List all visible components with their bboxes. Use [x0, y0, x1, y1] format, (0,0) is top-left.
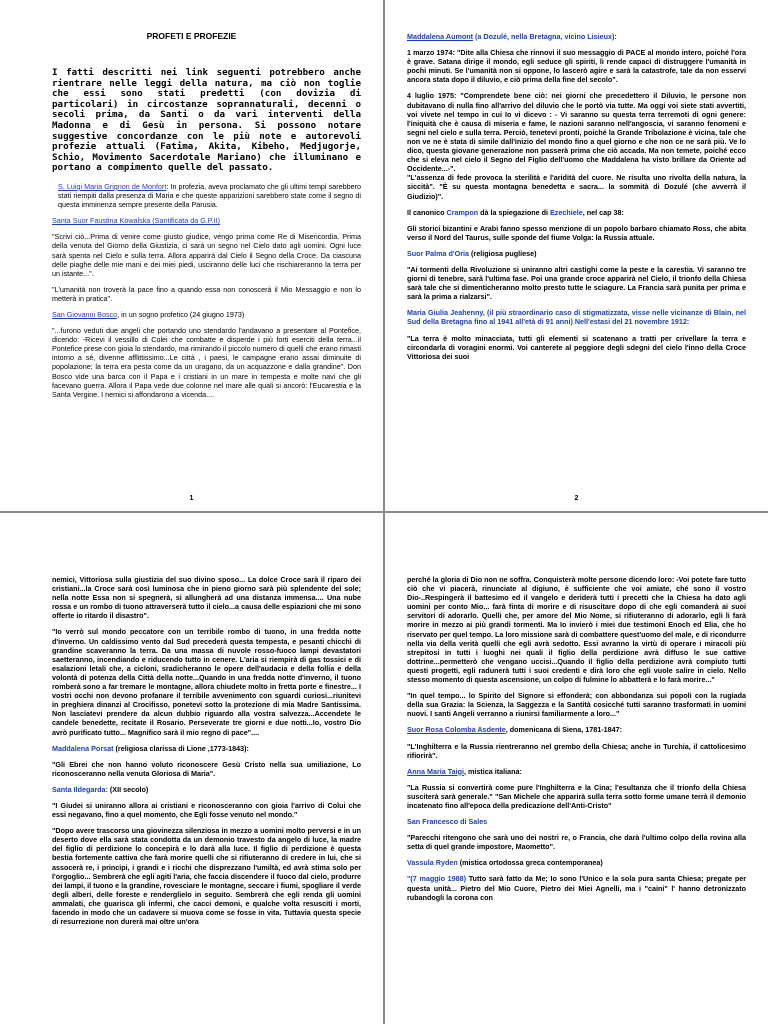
ildegarda-continued: perché la gloria di Dio non ne soffra. Conquisterà molte persone dicendo loro: -Voi potete fare tutto ciò che vi piacerà, rinunciate al digiuno, è sufficiente che voi amiate, ché sono il vostro Dio-..Respingerà il battesimo ed il vangelo e deriderà tutti i precetti che la Chiesa ha dato agli uomini per conto Mio... farà finta di morire e di risuscitare dopo di che egli comanderà ai suoi servitori di adorarlo. Quelli che, per amore del Mio Nome, si rifiuteranno di adorarlo, egli li farà morire in mezzo ai più grandi tormenti. Ma Io invierò i miei due testimoni Enoch ed Elia, che ho riservato per quel tempo. La loro missione sarà di combattere quest'uomo del male, e di ricondurre nella via della verità quelli che egli avrà sedotto. Essi avranno la virtù di operare i miracoli più strepitosi in tutti i luoghi nei quali il figlio della perdizione avrà diffuso le sue cattive dottrine...permetterò che vengano uccisi...Quando il figlio della perdizione avrà compiuto tutti questi progetti, egli radunerà tutti i suoi credenti e dirà loro che egli vuole salire in cielo. Nello stesso momento di questa ascensione, un colpo di fulmine lo abbatterà e lo farà morire..."	[407, 575, 746, 685]
bosco-link[interactable]: San Giovanni Bosco	[52, 309, 118, 319]
crampon-pre: Il canonico	[407, 207, 447, 217]
aumont-link[interactable]: Maddalena Aumont	[407, 32, 474, 41]
crampon-heading	[407, 208, 746, 217]
ryden-head: (mistica ortodossa greca contemporanea)	[457, 858, 603, 868]
ryden-date: "(7 maggio 1988)	[407, 874, 467, 884]
kowalska-quote-2: "L'umanità non troverà la pace fino a quando essa non conoscerà il Mio Messaggio e non lo metterà in pratica".	[52, 284, 361, 303]
ryden-link[interactable]: Vassula Ryden	[407, 858, 458, 868]
asdente-link[interactable]: Suor Rosa Colomba Asdente	[407, 725, 506, 735]
aumont-quote-3: "L'assenza di fede provoca la sterilità e l'aridità del cuore. Ne risulta uno rivolta della natura, la siccità". "È su questa montagna benedetta e sacra... la sommità di Dozulé (che avverrà il Giudizio)".	[407, 173, 746, 201]
aumont-quote-2: 4 luglio 1975: "Comprendete bene ciò: nei giorni che precedettero il Diluvio, le persone non dubitavano di nulla fino all'arrivo del diluvio che le portò via tutte. Ma oggi voi siete stati avvertiti, voi vivete nel tempo in cui Io vi dicevo : - Vi saranno su questa terra terremoti di ogni genere: l'iniquità che è causa di miseria e fame, le nazioni saranno nell'angoscia, vi saranno fenomeni e segni nel cielo e sulla terra. Perciò, tenetevi pronti, poiché la Grande Tribolazione è vicina, tale che non ve ne è stata di simile dall'inizio del mondo fino a quel giorno e che non ce ne sarà più. Ve lo dico, questa giovane generazione non passerà prima che ciò accada. Ma non temete, poiché ecco che si eleva nel cielo il Segno del Figlio dell'uomo che Maddalena ha visto brillare da Oriente ad Occidente...-".	[407, 91, 746, 174]
aumont-place: (a Dozulé, nella Bretagna, vicino Lisieux):	[473, 32, 617, 41]
bosco-head-text: , in un sogno profetico (24 giugno 1973)	[117, 309, 245, 319]
porsat-head: (religiosa clarissa di Lione ,1773-1843):	[113, 743, 249, 753]
crampon-mid: dà la spiegazione di	[478, 207, 551, 217]
jeahenny-quote: "La terra è molto minacciata, tutti gli elementi si scatenano a tratti per crivellare la terra e circondarla di voragini enormi. Voi canterete al peggiore degli sdegni del cielo l'inno della Croce Vittoriosa dei suoi	[407, 333, 746, 361]
sales-heading[interactable]: San Francesco di Sales	[407, 817, 488, 827]
ildegarda-head: (XII secolo)	[107, 784, 149, 794]
ezechiele-link[interactable]: Ezechiele	[550, 207, 583, 217]
porsat-quote: "Gli Ebrei che non hanno voluto riconoscere Gesù Cristo nella sua umiliazione, Lo riconosceranno nella venuta Gloriosa di Maria".	[52, 759, 361, 778]
page-number: 1	[189, 494, 194, 502]
taigi-heading	[407, 767, 746, 776]
page-title: PROFETI E PROFEZIE	[146, 31, 237, 41]
ryden-quote	[407, 874, 746, 901]
ryden-heading	[407, 858, 746, 867]
porsat-link[interactable]: Maddalena Porsat	[52, 743, 114, 753]
document-page-4	[385, 513, 768, 1024]
page-2-body	[407, 32, 746, 368]
crampon-post: , nel cap 38:	[582, 207, 624, 217]
document-page-1	[0, 0, 383, 511]
ildegarda-quote-3: "In quel tempo... lo Spirito del Signore si effonderà; con abbondanza sui popoli con la rugiada della sua Grazia: la Scienza, la Saggezza e la Santità cosicché tutti saranno trasformati in uomini nuovi. I santi Angeli verranno a riunirsi familiarmente a loro..."	[407, 691, 746, 719]
porsat-heading	[52, 744, 361, 753]
ildegarda-link[interactable]: Santa Ildegarda:	[52, 784, 108, 794]
montfort-paragraph	[52, 182, 361, 209]
ryden-text: Tutto sarà fatto da Me; Io sono l'Unico e la sola pura santa Chiesa; pregate per questa unità... Pietro del Mio Cuore, Pietro dei Miei Agnelli, ma i "caini" l' hanno detronizzato rubandogli la corona con	[407, 874, 747, 902]
palma-quote: "Ai tormenti della Rivoluzione si uniranno altri castighi come la peste e la carestia. Vi saranno tre giorni di tenebre, sarà l'ultima fase. Poi una grande croce apparirà nel Cielo, il trionfo della Chiesa sarà tale che si dimenticheranno molto presto tutte le sciagure. La Francia sarà punita per prima e sarà la prima a rialzarsi".	[407, 264, 746, 302]
crampon-link[interactable]: Crampon	[446, 207, 479, 217]
bosco-heading	[52, 310, 361, 319]
ildegarda-quote-2: "Dopo avere trascorso una giovinezza silenziosa in mezzo a uomini molto perversi e in un deserto dove ella sarà stata condotta da un demonio travesto da angelo di luce, la madre del figlio di perdizione lo concepirà e lo darà alla luce. Il figlio di perdizione è questa bestia fortemente cattiva che farà morire quelli che si rifiuteranno di credere in lui, che si assocerà re, i principi, i grandi e i ricchi che disprezzano l'umiltà, ed avrà stima solo per l'orgoglio... Sembrerà che egli agiti l'aria, che faccia discendere il fuoco dal cielo, produrre dei lampi, il tuono e la grandine, rovesciare le montagne, seccare i fiumi, spogliare il verde degli alberi, delle foreste e renderglielo in seguito. Sembrerà che egli renda gli uomini ammalati, che guarisca gli infermi, che cacci demoni, e qualche volta resusciti i morti, facendo in modo che un cadavere si muova come se fosse in vita. Tuttavia questa specie di resurrezione non durerà mai oltre un'ora	[52, 826, 361, 927]
palma-heading	[407, 249, 746, 258]
ildegarda-heading	[52, 785, 361, 794]
kowalska-quote: "Scrivi ciò...Prima di venire come giusto giudice, vengo prima come Re di Misericordia. Prima della venuta del Giorno della Giustizia, ci sarà un segno nel Cielo dato agli uomini. Ogni luce sarà spenta nel Cielo e sulla terra. Allora apparirà dal Cielo il Segno della Croce. Da ciascuna delle piaghe delle mie mani e dei miei piedi, usciranno delle luci che rischiareranno la terra per un istante...".	[52, 232, 361, 278]
page-number: 2	[574, 494, 579, 502]
aumont-heading	[407, 32, 746, 41]
palma-head: (religiosa pugliese)	[469, 248, 537, 258]
taigi-quote: "La Russia si convertirà come pure l'Inghilterra e la Cina; l'esultanza che il trionfo della Chiesa susciterà sarà generale." "San Michele che apparirà sulla terra sotto forme umane terrà il demonio incatenato fino all'epoca della predicazione dell'Anti-Cristo"	[407, 782, 746, 810]
palma-link[interactable]: Suor Palma d'Oria	[407, 248, 470, 258]
jeahenny-continued: nemici, Vittoriosa sulla giustizia del suo divino sposo... La dolce Croce sarà il riparo dei cristiani...la Croce sarà così luminosa che in pieno giorno sarà più splendente del sole; nella notte Essa non si spegnerà, si allungherà ad una distanza immensa.... Una nube rossa e un rombo di tuono attraverserà tutto il cielo...a causa delle espiazioni che mi sono offerte io ritardo il disastro".	[52, 575, 361, 621]
aumont-quote-1: 1 marzo 1974: "Dite alla Chiesa che rinnovi il suo messaggio di PACE al mondo intero, poiché l'ora è grave. Satana dirige il mondo, egli seduce gli spiriti, li rende capaci di distruggere l'umanità in pochi minuti. Se l'umanità non si oppone, lo lascerò agire e sarà la catastrofe, tale da non esservi ancora stata dopo il diluvio, e ciò prima della fine del secolo".	[407, 48, 746, 85]
intro-paragraph: I fatti descritti nei link seguenti potrebbero anche rientrare nelle leggi della natura, ma ciò non toglie che essi sono stati predetti (con dovizia di particolari) in circostanze soprannaturali, decenni o secoli prima, da Santi o da vari interventi della Madonna e di Gesù in persona. Si possono notare suggestive concordanze con le più note e autorevoli profezie attuali (Fatima, Akita, Kibeho, Medjugorje, Schio, Movimento Sacerdotale Mariano) che illuminano e portano a compimento quelle del passato.	[52, 67, 361, 174]
crampon-text: Gli storici bizantini e Arabi fanno spesso menzione di un popolo barbaro chiamato Ross, che abita verso il Nord del Taurus, sulle sponde del fiume Volga: la Russia attuale.	[407, 223, 746, 242]
bosco-quote: "...furono veduti due angeli che portando uno stendardo l'andavano a presentare al Pontefice, dicendo: -Ricevi il vessillo di Colei che combatte e disperde i più forti eserciti della terra...il Pontefice prese con gioia lo stendardo, ma rimirando il piccolo numero di quelli che erano rimasti intorno a sé, divenne afflittissimo...Le città , i paesi, le campagne erano assai diminuite di popolazione; la terra era pesta come da un uragano, da un acquazzone e dalla grandine". Don Bosco vide una barca con il Papa e i cristiani in un mare in tempesta e molte navi che gli facevano guerra. Allora il Papa vede due colonne nel mare alle quali si ancorò: l'Eucarestia e la Santa Vergine. I nemici si affondarono a vicenda....	[52, 326, 361, 399]
ildegarda-quote: "I Giudei si uniranno allora ai cristiani e riconosceranno con gioia l'arrivo di Colui che essi negavano, fino a quel momento, che Egli fosse venuto nel mondo."	[52, 800, 361, 820]
asdente-quote: "L'Inghilterra e la Russia rientreranno nel grembo della Chiesa; anche in Turchia, il cattolicesimo rifiorirà".	[407, 741, 746, 760]
kowalska-link[interactable]: Santa Suor Faustina Kowalska (Santificata da G.P.II)	[52, 216, 221, 226]
taigi-head: , mistica italiana:	[463, 766, 522, 776]
document-page-3	[0, 513, 383, 1024]
kowalska-heading	[52, 216, 361, 225]
jeahenny-quote-2: "Io verrò sul mondo peccatore con un terribile rombo di tuono, in una fredda notte d'inverno. Un caldissimo vento dal Sud precederà questa tempesta, e pesanti chicchi di grandine scaveranno la terra. Da una massa di nuvole rosso-fuoco lampi devastatori saetteranno, incendiando e riducendo tutto in cenere. L'aria si riempirà di gas tossici e di esalazioni letali che, a cicloni, sradicheranno le opere dell'audacia e della follia e della volontà di potenza della Città della notte...Quando in una fredda notte d'inverno, il tuono romberà sono a far tremare le montagne, allora chiudete molto in fretta porte e finestre... I vostri occhi non devono profanare il terribile avvenimento con sguardi curiosi...riunitevi in preghiera dinanzi al Crocifisso, ponetevi sotto la protezione di mia Madre Santissima. Non lasciatevi prendere da alcun dubbio riguardo alla vostra salvezza...Accendete le candele benedette, recitate il Rosario. Perseverate tre giorni e due notti...Io, vostro Dio avrò purificato tutto... Magnifico sarà il mio regno di pace"....	[52, 627, 361, 737]
jeahenny-heading: Maria Giulia Jeahenny, (il più straordinario caso di stigmatizzata, visse nelle vicinanze di Blain, nel Sud della Bretagna fino al 1941 all'età di 91 anni) Nell'estasi del 21 novembre 1912:	[407, 308, 746, 327]
asdente-head: , domenicana di Siena, 1781-1847:	[505, 725, 623, 735]
page-1-body	[52, 68, 361, 406]
asdente-heading	[407, 725, 746, 734]
document-page-2	[385, 0, 768, 511]
taigi-link[interactable]: Anna Maria Taigi	[407, 766, 464, 776]
page-4-body	[407, 575, 746, 909]
montfort-text: : In profezia, aveva proclamato che gli ultimi tempi sarebbero stati riempiti dalla presenza di Maria e che queste apparizioni sarebbero state come il segno di questa imminenza sempre presente della Parusia.	[58, 181, 361, 210]
sales-quote: "Parecchi ritengono che sarà uno dei nostri re, o Francia, che darà l'ultimo colpo della rovina alla setta di quel grande impostore, Maometto".	[407, 833, 746, 852]
page-3-body	[52, 575, 361, 933]
montfort-link[interactable]: S. Luigi Maria Grignon de Monfort	[58, 181, 167, 191]
